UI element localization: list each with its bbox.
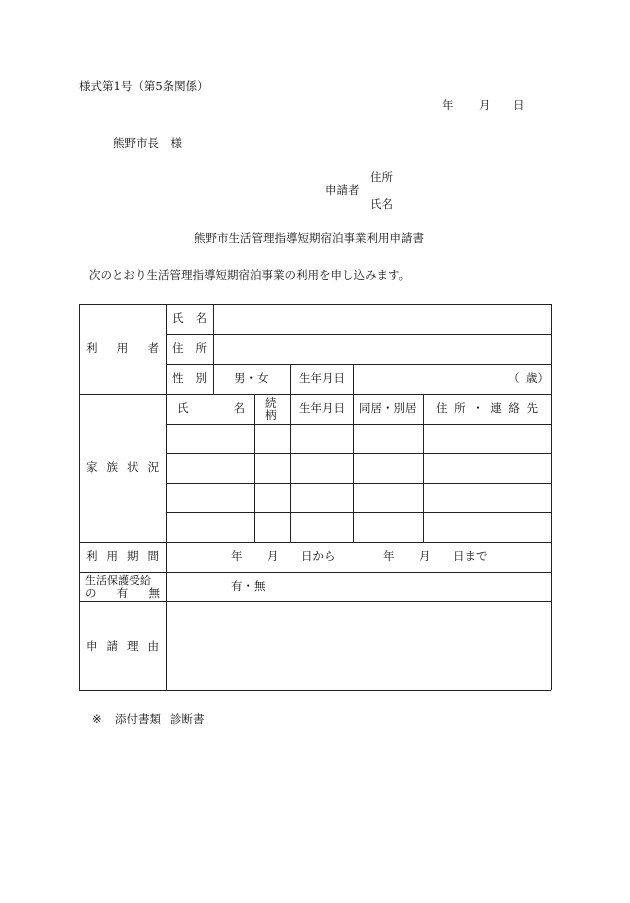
period-from-year: 年 (231, 549, 243, 563)
applicant-label: 申請者 (325, 183, 360, 197)
period-label: 利 用 期 間 (86, 549, 159, 563)
applicant-name-label: 氏名 (370, 197, 393, 211)
user-age-open: （ (508, 371, 520, 385)
family-relation-header-line2: 柄 (265, 408, 277, 422)
intro-text: 次のとおり生活管理指導短期宿泊事業の利用を申し込みます。 (89, 268, 411, 282)
period-from-day: 日から (301, 549, 336, 563)
date-day-label: 日 (513, 98, 525, 112)
addressee: 熊野市長 様 (113, 136, 182, 150)
family-relation-header-line1: 続 (265, 396, 277, 410)
welfare-label-line2: の 有 無 (85, 586, 160, 600)
attachment-label: 添付書類 (115, 712, 161, 726)
date-year-label: 年 (442, 98, 454, 112)
period-to-month: 月 (419, 549, 431, 563)
reason-label: 申 請 理 由 (86, 639, 159, 653)
applicant-address-label: 住所 (370, 170, 393, 184)
family-name-header: 氏 名 (177, 401, 245, 415)
family-section-label: 家 族 状 況 (86, 460, 159, 474)
family-dob-header: 生年月日 (299, 401, 345, 415)
user-age-close: 歳） (526, 371, 549, 385)
date-month-label: 月 (479, 98, 491, 112)
welfare-label-line1: 生活保護受給 (85, 574, 151, 587)
family-cohabit-header: 同居・別居 (359, 401, 417, 415)
user-name-label: 氏 名 (172, 311, 207, 325)
user-sex-options[interactable]: 男・女 (234, 371, 269, 385)
family-address-contact-header: 住 所 ・ 連 絡 先 (436, 401, 538, 415)
period-from-month: 月 (267, 549, 279, 563)
period-to-year: 年 (383, 549, 395, 563)
user-sex-label: 性 別 (172, 371, 207, 385)
period-to-day: 日まで (453, 549, 488, 563)
user-section-label: 利 用 者 (86, 341, 159, 355)
welfare-options[interactable]: 有・無 (231, 579, 266, 593)
user-address-label: 住 所 (172, 341, 207, 355)
form-number: 様式第1号（第5条関係） (79, 79, 209, 93)
attachment-mark: ※ (92, 712, 102, 726)
attachment-value: 診断書 (170, 712, 205, 726)
user-dob-label: 生年月日 (299, 371, 345, 385)
document-title: 熊野市生活管理指導短期宿泊事業利用申請書 (194, 231, 424, 245)
